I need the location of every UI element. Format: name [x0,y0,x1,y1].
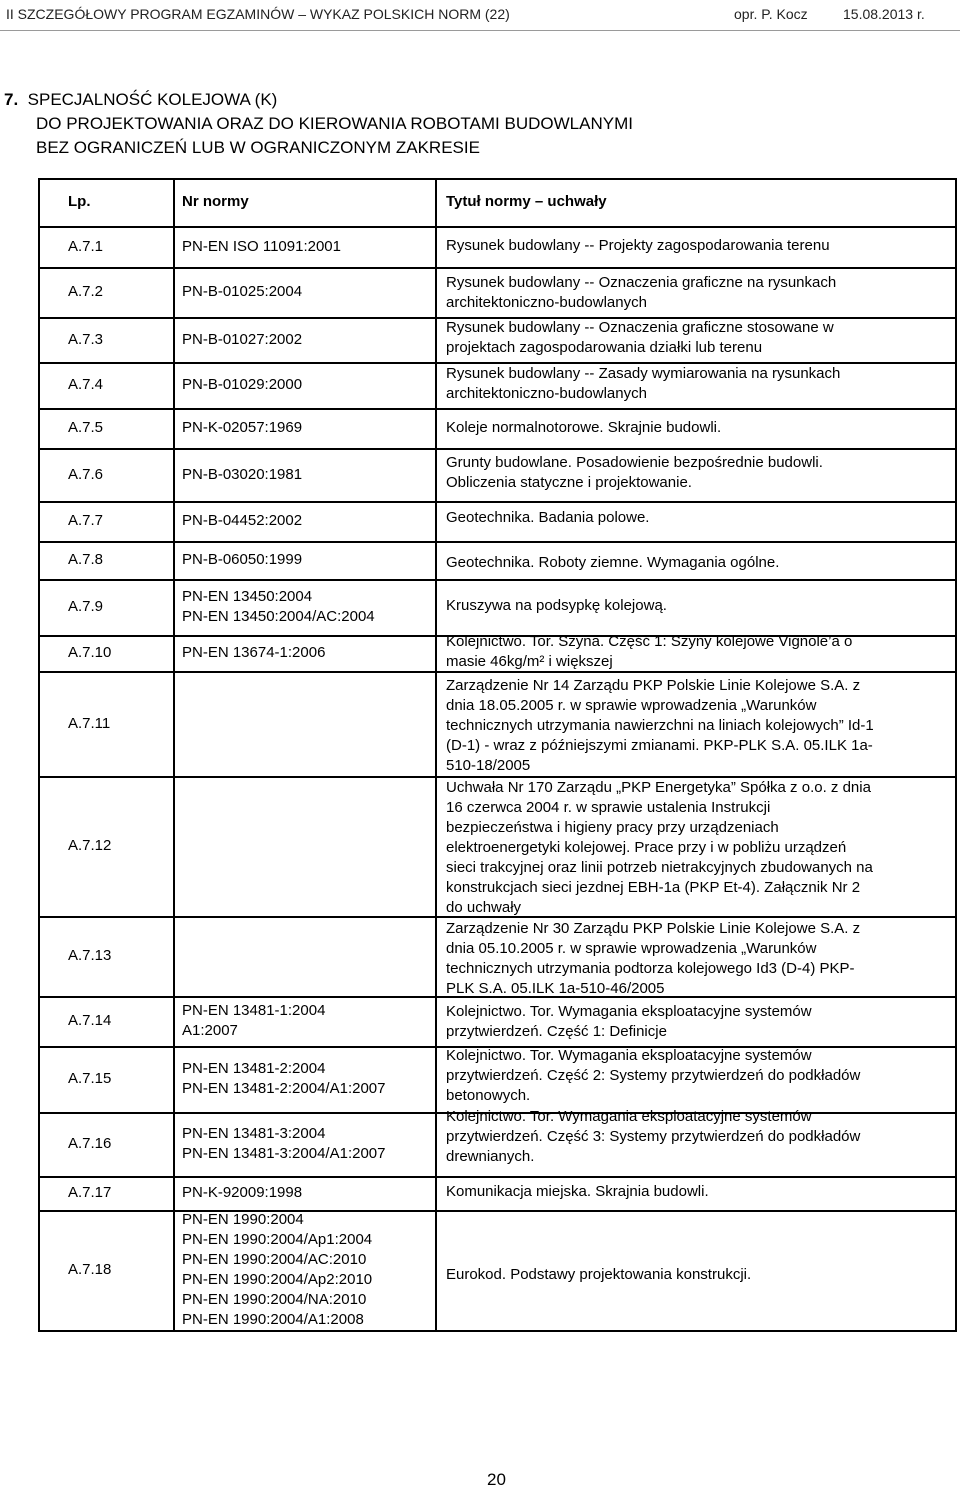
table-row-lp: A.7.7 [68,512,104,529]
table-row-lp: A.7.11 [68,715,111,732]
table-row-lp: A.7.10 [68,644,112,661]
page-number: 20 [487,1470,506,1489]
table-row-title: architektoniczno-budowlanych [446,385,647,402]
table-row-norm: PN-EN 1990:2004/A1:2008 [182,1311,364,1328]
table-row-title: technicznych utrzymania nawierzchni na liniach kolejowych” Id-1 [446,717,874,734]
column-divider-2 [435,178,437,1332]
table-row-lp: A.7.13 [68,947,112,964]
table-row-title: Zarządzenie Nr 30 Zarządu PKP Polskie Linie Kolejowe S.A. z [446,920,861,937]
table-row-title: dnia 05.10.2005 r. w sprawie wprowadzenia „Warunków [446,940,817,957]
table-row-title: przytwierdzeń. Część 1: Definicje [446,1023,667,1040]
table-row-title: Geotechnika. Badania polowe. [446,509,650,526]
table-row-title: Rysunek budowlany -- Oznaczenia graficzne stosowane w [446,319,834,336]
row-divider [38,226,957,228]
table-row-norm: PN-B-06050:1999 [182,551,303,568]
table-row-title: Koleje normalnotorowe. Skrajnie budowli. [446,419,722,436]
table-row-title: PLK S.A. 05.ILK 1a-510-46/2005 [446,980,665,997]
section-number: 7. [4,90,19,109]
table-row-title: (D-1) - wraz z późniejszymi zmianami. PKP-PLK S.A. 05.ILK 1a- [446,737,873,754]
table-row-title: Komunikacja miejska. Skrajnia budowli. [446,1183,709,1200]
table-row-norm: PN-EN 1990:2004 [182,1211,304,1228]
table-row-norm: PN-EN 13450:2004 [182,588,313,605]
table-row-lp: A.7.17 [68,1184,112,1201]
table-row-title: Rysunek budowlany -- Oznaczenia graficzne na rysunkach [446,274,837,291]
table-row-title: Uchwała Nr 170 Zarządu „PKP Energetyka” Spółka z o.o. z dnia [446,779,871,796]
table-row-norm: PN-B-04452:2002 [182,512,303,529]
row-divider [38,1176,957,1178]
table-row-title: Rysunek budowlany -- Projekty zagospodarowania terenu [446,237,830,254]
table-row-norm: PN-B-01025:2004 [182,283,303,300]
section-title [4,88,633,160]
table-row-title: Kolejnictwo. Tor. Szyna. Część 1: Szyny kolejowe Vignole’a o [446,633,853,650]
table-row-title: Zarządzenie Nr 14 Zarządu PKP Polskie Linie Kolejowe S.A. z [446,677,861,694]
table-row-title: Kruszywa na podsypkę kolejową. [446,597,667,614]
section-line-2: DO PROJEKTOWANIA ORAZ DO KIEROWANIA ROBOTAMI BUDOWLANYMI [36,114,633,133]
table-row-norm: PN-EN 1990:2004/Ap2:2010 [182,1271,373,1288]
table-row-lp: A.7.9 [68,598,104,615]
table-row-norm: PN-B-01029:2000 [182,376,303,393]
table-row-title: Kolejnictwo. Tor. Wymagania eksploatacyjne systemów [446,1108,812,1125]
table-row-lp: A.7.4 [68,376,104,393]
table-row-lp: A.7.8 [68,551,104,568]
table-row-title: bezpieczeństwa i higieny pracy przy urządzeniach [446,819,779,836]
table-row-title: Rysunek budowlany -- Zasady wymiarowania na rysunkach [446,365,841,382]
table-row-title: przytwierdzeń. Część 3: Systemy przytwierdzeń do podkładów [446,1128,861,1145]
row-divider [38,579,957,581]
table-row-title: architektoniczno-budowlanych [446,294,647,311]
table-row-title: drewnianych. [446,1148,535,1165]
table-row-norm: PN-EN ISO 11091:2001 [182,238,341,255]
table-row-title: Kolejnictwo. Tor. Wymagania eksploatacyjne systemów [446,1003,812,1020]
table-row-title: do uchwały [446,899,522,916]
table-row-norm: PN-EN 13450:2004/AC:2004 [182,608,375,625]
table-row-lp: A.7.15 [68,1070,112,1087]
table-row-title: 16 czerwca 2004 r. w sprawie ustalenia Instrukcji [446,799,771,816]
table-row-title: 510-18/2005 [446,757,531,774]
table-row-lp: A.7.5 [68,419,104,436]
table-row-norm: PN-EN 1990:2004/NA:2010 [182,1291,367,1308]
section-line-3: BEZ OGRANICZEŃ LUB W OGRANICZONYM ZAKRESIE [36,138,480,157]
table-row-lp: A.7.3 [68,331,104,348]
table-row-norm: A1:2007 [182,1022,238,1039]
table-row-norm: PN-K-02057:1969 [182,419,303,436]
table-row-title: Kolejnictwo. Tor. Wymagania eksploatacyjne systemów [446,1047,812,1064]
header-author: opr. P. Kocz [734,6,808,22]
table-row-norm: PN-B-01027:2002 [182,331,303,348]
table-row-norm: PN-EN 13481-3:2004/A1:2007 [182,1145,386,1162]
section-line-1: SPECJALNOŚĆ KOLEJOWA (K) [27,90,278,109]
table-row-lp: A.7.2 [68,283,104,300]
header-rule [0,30,960,31]
table-row-title: betonowych. [446,1087,531,1104]
table-row-title: Obliczenia statyczne i projektowanie. [446,474,692,491]
header-part: II SZCZEGÓŁOWY PROGRAM EGZAMINÓW – WYKAZ POLSKICH NORM (22) [6,6,510,22]
table-row-norm: PN-EN 13481-2:2004 [182,1060,326,1077]
row-divider [38,408,957,410]
table-row-lp: A.7.12 [68,837,112,854]
table-row-norm: PN-EN 13674-1:2006 [182,644,326,661]
table-row-lp: A.7.18 [68,1261,112,1278]
table-row-title: dnia 18.05.2005 r. w sprawie wprowadzenia „Warunków [446,697,817,714]
table-row-lp: A.7.14 [68,1012,112,1029]
table-row-title: elektroenergetyki kolejowej. Prace przy i w pobliżu urządzeń [446,839,847,856]
row-divider [38,501,957,503]
table-row-norm: PN-EN 13481-2:2004/A1:2007 [182,1080,386,1097]
table-row-title: masie 46kg/m² i większej [446,653,613,670]
column-divider-1 [173,178,175,1332]
row-divider [38,267,957,269]
table-row-title: Grunty budowlane. Posadowienie bezpośrednie budowli. [446,454,823,471]
table-row-lp: A.7.16 [68,1135,112,1152]
table-row-norm: PN-EN 13481-1:2004 [182,1002,326,1019]
column-header-norm: Nr normy [182,193,249,210]
header-date: 15.08.2013 r. [843,6,925,22]
row-divider [38,448,957,450]
row-divider [38,541,957,543]
page-header [0,0,960,28]
table-row-title: projektach zagospodarowania działki lub terenu [446,339,763,356]
table-row-title: konstrukcjach sieci jezdnej EBH-1a (PKP Et-4). Załącznik Nr 2 [446,879,861,896]
table-row-title: przytwierdzeń. Część 2: Systemy przytwierdzeń do podkładów [446,1067,861,1084]
table-row-norm: PN-B-03020:1981 [182,466,303,483]
table-row-norm: PN-EN 1990:2004/AC:2010 [182,1251,367,1268]
row-divider [38,1210,957,1212]
table-row-title: Geotechnika. Roboty ziemne. Wymagania ogólne. [446,554,780,571]
column-header-lp: Lp. [68,193,91,210]
table-row-lp: A.7.1 [68,238,104,255]
table-row-title: technicznych utrzymania podtorza kolejowego Id3 (D-4) PKP- [446,960,855,977]
table-row-norm: PN-EN 13481-3:2004 [182,1125,326,1142]
table-row-norm: PN-K-92009:1998 [182,1184,303,1201]
table-row-norm: PN-EN 1990:2004/Ap1:2004 [182,1231,373,1248]
table-row-title: Eurokod. Podstawy projektowania konstrukcji. [446,1266,752,1283]
column-header-title: Tytuł normy – uchwały [446,193,607,210]
table-row-lp: A.7.6 [68,466,104,483]
table-row-title: sieci trakcyjnej oraz linii potrzeb nietrakcyjnych zbudowanych na [446,859,873,876]
